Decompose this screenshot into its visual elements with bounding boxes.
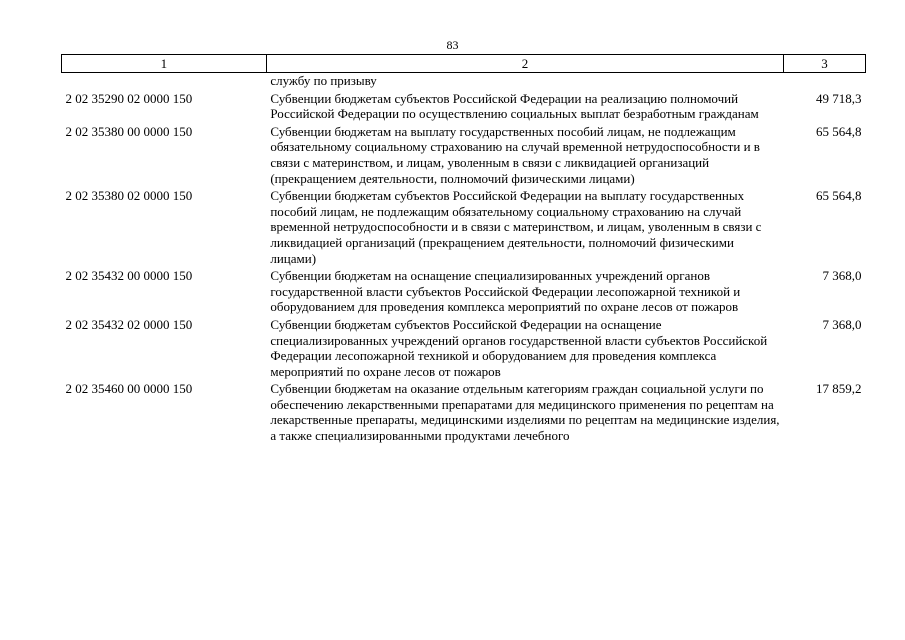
- table-row: [62, 317, 866, 381]
- continuation-code-cell: [62, 73, 267, 91]
- table-row: [62, 188, 866, 268]
- table-body: [62, 73, 866, 446]
- row-amount: 7 368,0: [822, 316, 862, 332]
- header-row: [62, 55, 866, 73]
- row-amount: 65 564,8: [816, 188, 862, 204]
- row-amount: 49 718,3: [816, 90, 862, 106]
- column-header-1: 1: [62, 55, 267, 73]
- row-name: Субвенции бюджетам на оснащение специализированных учреждений органов государственной власти субъектов Российской Федерации лесопожарной техникой и оборудованием для проведения комплекса мероприятий по охране лесов от пожаров: [270, 268, 741, 315]
- row-name: Субвенции бюджетам на оказание отдельным категориям граждан социальной услуги по обеспечению лекарственными препаратами для медицинского применения по рецептам на лекарственные препараты, медицинскими изделиями по рецептам на медицинские изделия, а также специализированными продуктами лечебного: [270, 381, 780, 444]
- row-name: Субвенции бюджетам субъектов Российской Федерации на оснащение специализированных учреждений органов государственной власти субъектов Российской Федерации лесопожарной техникой и оборудованием для проведения комплекса мероприятий по охране лесов от пожаров: [270, 316, 768, 379]
- row-code: 2 02 35460 00 0000 150: [65, 381, 193, 397]
- row-name: Субвенции бюджетам на выплату государственных пособий лицам, не подлежащим обязательному социальному страхованию на случай временной нетрудоспособности и в связи с материнством, и лицам, уволенным в связи с ликвидацией организаций (прекращением деятельности, полномочий физическими лицами): [270, 123, 760, 186]
- column-header-3: 3: [784, 55, 866, 73]
- table-row: [62, 91, 866, 124]
- row-amount: 17 859,2: [816, 381, 862, 397]
- column-header-2: 2: [266, 55, 783, 73]
- table-row: [62, 268, 866, 317]
- page-number: 83: [446, 38, 459, 52]
- continuation-row: [62, 73, 866, 91]
- row-name: Субвенции бюджетам субъектов Российской Федерации на реализацию полномочий Российской Федерации по осуществлению социальных выплат безработным гражданам: [270, 90, 759, 122]
- continuation-name-cell: службу по призыву: [270, 73, 377, 88]
- budget-revenue-table: [61, 54, 866, 446]
- table-row: [62, 124, 866, 188]
- table-header: [62, 55, 866, 73]
- row-amount: 65 564,8: [816, 123, 862, 139]
- row-amount: 7 368,0: [822, 268, 862, 284]
- continuation-amount-cell: [784, 73, 866, 91]
- table-row: [62, 381, 866, 445]
- row-code: 2 02 35432 02 0000 150: [65, 316, 193, 332]
- row-code: 2 02 35380 00 0000 150: [65, 123, 193, 139]
- row-code: 2 02 35432 00 0000 150: [65, 268, 193, 284]
- row-code: 2 02 35290 02 0000 150: [65, 90, 193, 106]
- row-name: Субвенции бюджетам субъектов Российской Федерации на выплату государственных пособий лицам, не подлежащим обязательному социальному страхованию на случай временной нетрудоспособности и в связи с материнством, и лицам, уволенным в связи с ликвидацией организаций (прекращением деятельности, полномочий физическими лицами): [270, 188, 762, 266]
- row-code: 2 02 35380 02 0000 150: [65, 188, 193, 204]
